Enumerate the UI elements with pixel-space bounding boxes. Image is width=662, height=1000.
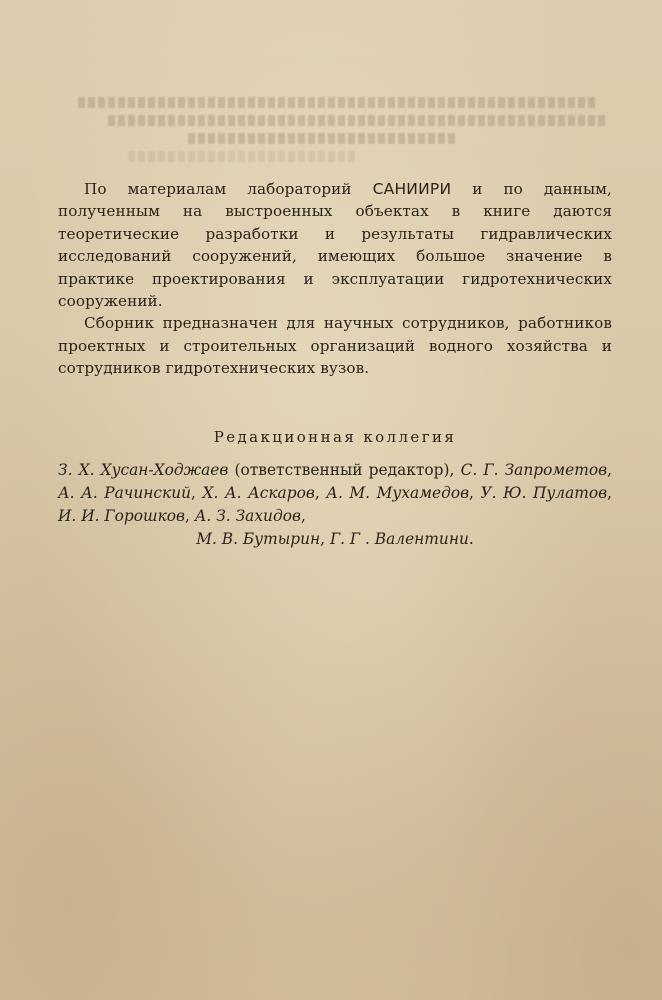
editorial-board-heading: Редакционная коллегия — [213, 427, 457, 446]
board-separator: , — [314, 483, 327, 502]
bleed-line — [108, 115, 608, 126]
editorial-board-members — [58, 459, 612, 551]
board-separator: , — [320, 529, 330, 548]
board-separator: , — [607, 460, 612, 479]
board-member-name: И. И. Горошков — [58, 506, 185, 525]
board-member-name: М. В. Бутырин — [196, 529, 321, 548]
board-member-name: А. А. Рачинский — [58, 483, 192, 502]
abstract-paragraph-2: Сборник предназначен для научных сотрудников, работников проектных и строительных организаций водного хозяйства и сотрудников гидротехнических вузов. — [58, 314, 612, 378]
board-separator: . — [468, 529, 474, 548]
board-separator: , — [469, 483, 481, 502]
board-member-name: А. М. Мухамедов — [326, 483, 470, 502]
bleed-line — [78, 97, 598, 108]
board-last-line — [58, 528, 612, 551]
board-member-name: С. Г. Запрометов — [460, 460, 608, 479]
board-member-role: (ответственный редактор), — [228, 460, 461, 479]
board-separator: , — [607, 483, 613, 502]
board-separator: , — [191, 483, 203, 502]
abstract — [58, 178, 612, 380]
bleed-through-text — [68, 90, 628, 182]
board-member-name: А. З. Захидов — [194, 506, 301, 525]
bleed-line — [128, 151, 358, 162]
board-separator: , — [300, 506, 306, 525]
board-member-name: Х. А. Аскаров — [202, 483, 315, 502]
abstract-rest: и по данным, полученным на выстроенных объектах в книге даются теоретические разработки и результаты гидравлических исследований сооружений, имеющих большое значение в практике проектирования и эксплуатации гидротехнических сооружений. — [58, 180, 612, 311]
organization-name: САНИИРИ — [372, 180, 452, 198]
board-member-name: З. Х. Хусан-Ходжаев — [58, 460, 229, 479]
board-separator: , — [184, 506, 195, 525]
board-member-name: У. Ю. Пулатов — [480, 483, 608, 502]
bleed-line — [188, 133, 458, 144]
page-content — [58, 178, 612, 551]
abstract-intro: По материалам лабораторий — [84, 180, 373, 198]
abstract-paragraph-1 — [58, 178, 612, 312]
board-member-name: Г. Г . Валентини — [329, 529, 469, 548]
